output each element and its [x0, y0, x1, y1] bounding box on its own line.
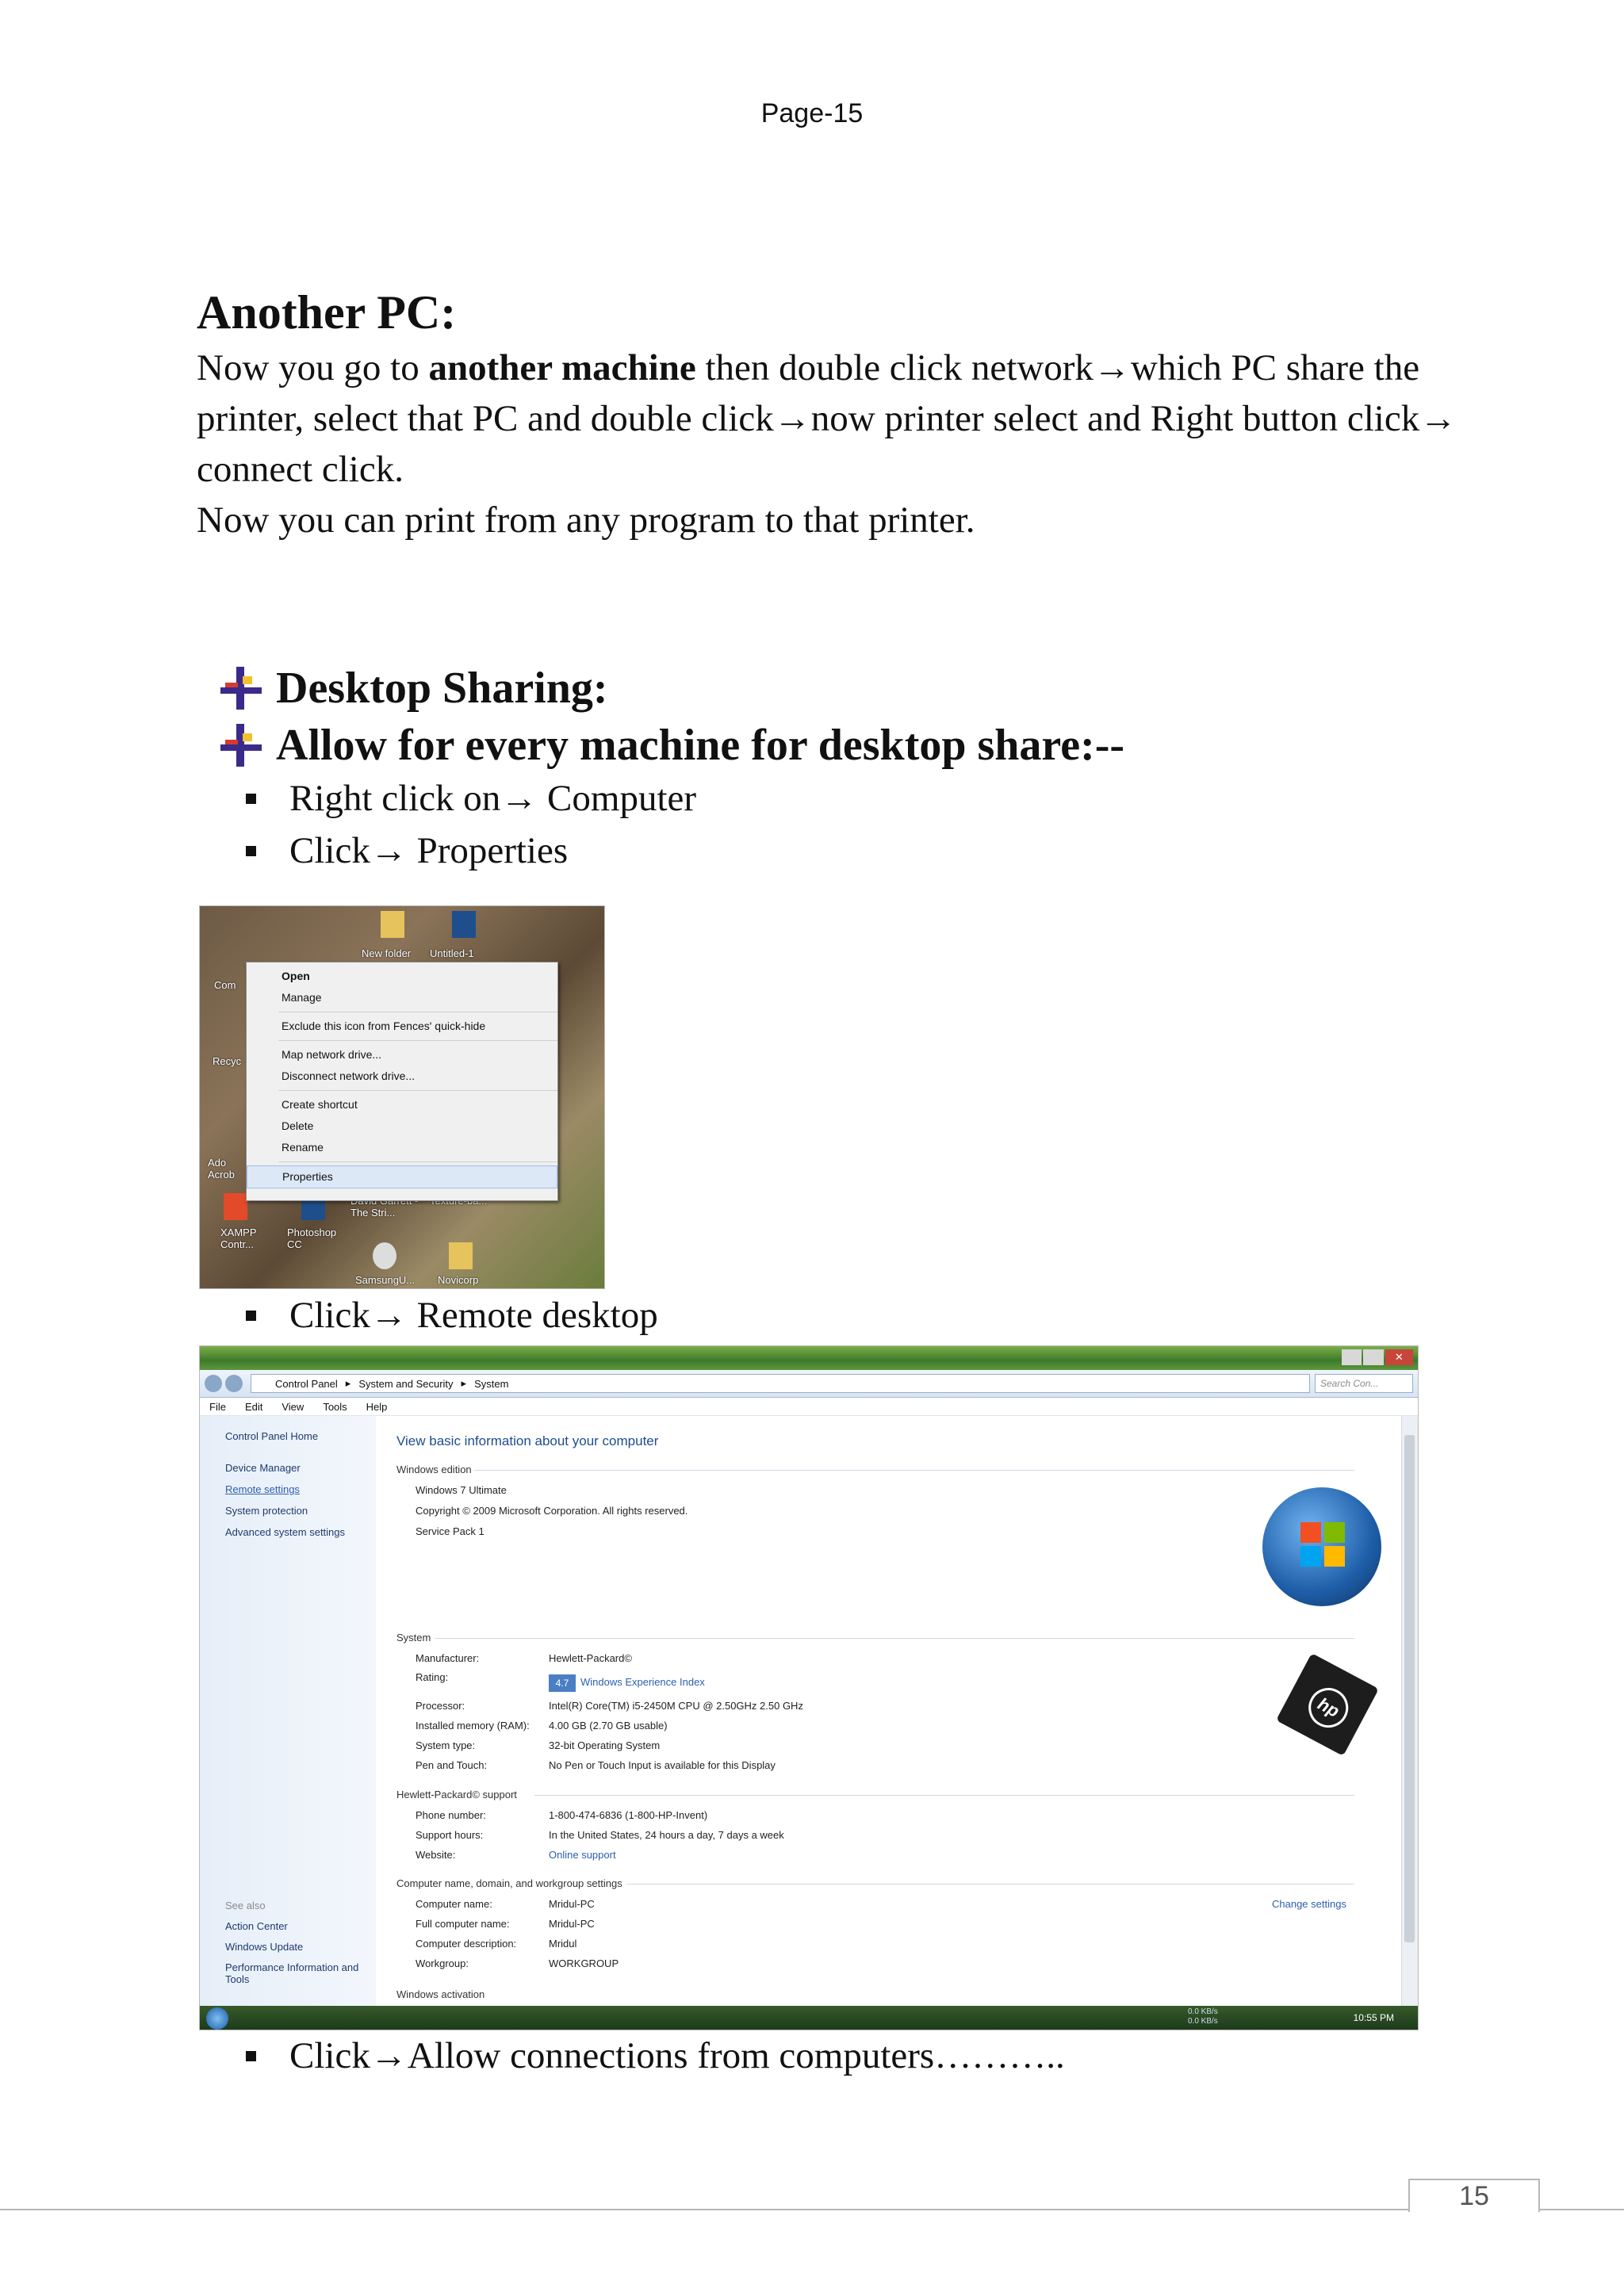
breadcrumb-item[interactable]: Control Panel: [275, 1377, 338, 1390]
footer-rule: [0, 2209, 1624, 2210]
sys-label: Rating:: [416, 1671, 449, 1683]
network-meter: [1188, 2007, 1243, 2028]
menu-item-create-shortcut[interactable]: Create shortcut: [282, 1098, 358, 1111]
menu-tools[interactable]: Tools: [323, 1400, 347, 1413]
desktop-label: Com: [214, 979, 236, 991]
support-label: Support hours:: [416, 1829, 484, 1841]
comp-label: Computer description:: [416, 1938, 517, 1950]
menu-item-open[interactable]: Open: [282, 970, 310, 982]
remote-settings-link[interactable]: Remote settings: [225, 1483, 300, 1495]
comp-label: Full computer name:: [416, 1918, 510, 1930]
edition-copyright: Copyright © 2009 Microsoft Corporation. All rights reserved.: [416, 1505, 688, 1517]
menu-item-exclude[interactable]: Exclude this icon from Fences' quick-hide: [282, 1020, 486, 1032]
para-text-c: then double click network→which PC share the printer, select that PC and double click→now printer select and Right button click→ connect click.: [197, 347, 1457, 490]
bullet-text: Click→Allow connections from computers………..: [289, 2035, 1065, 2076]
address-bar: [200, 1370, 1418, 1398]
bullet-text: Right click on→ Computer: [289, 778, 697, 819]
paragraph-another-pc: [197, 342, 1513, 495]
edition-name: Windows 7 Ultimate: [416, 1484, 507, 1496]
folder-icon: [449, 1242, 473, 1269]
back-icon[interactable]: [205, 1375, 222, 1392]
page-title: View basic information about your computer: [396, 1433, 659, 1448]
heading-text: Desktop Sharing:: [276, 664, 608, 713]
start-button-icon[interactable]: [206, 2007, 228, 2030]
paragraph-print: Now you can print from any program to that printer.: [197, 499, 975, 541]
support-title: Hewlett-Packard© support: [396, 1789, 517, 1800]
menu-item-properties[interactable]: Properties: [247, 1165, 557, 1188]
experience-index-link[interactable]: Windows Experience Index: [580, 1676, 705, 1688]
sys-value: 4.00 GB (2.70 GB usable): [549, 1720, 668, 1732]
para-text-bold: another machine: [428, 347, 696, 388]
windows-edition-title: Windows edition: [396, 1464, 472, 1475]
menu-item-manage[interactable]: Manage: [282, 991, 322, 1004]
system-protection-link[interactable]: System protection: [225, 1505, 308, 1517]
bullet-item: [246, 777, 696, 820]
desktop-label: The Stri...: [350, 1207, 396, 1219]
support-value: 1-800-474-6836 (1-800-HP-Invent): [549, 1809, 708, 1821]
minimize-button[interactable]: [1342, 1349, 1362, 1365]
menu-item-rename[interactable]: Rename: [282, 1141, 324, 1154]
bullet-text: Click→ Properties: [289, 830, 569, 871]
sys-value: Hewlett-Packard©: [549, 1652, 632, 1664]
see-also-label: See also: [225, 1900, 266, 1911]
page-number: 15: [1408, 2179, 1540, 2212]
menu-file[interactable]: File: [209, 1400, 226, 1413]
taskbar: [200, 2006, 1418, 2030]
desktop-label: Photoshop CC: [287, 1226, 337, 1250]
content-pane: [376, 1416, 1399, 2006]
desktop-label: Ado Acrob: [208, 1157, 235, 1181]
breadcrumb[interactable]: Control Panel ▸ System and Security ▸ System: [251, 1374, 1310, 1393]
screenshot-system-window: [200, 1346, 1418, 2030]
vertical-scrollbar[interactable]: [1401, 1416, 1418, 2006]
change-settings-link[interactable]: Change settings: [1272, 1898, 1346, 1910]
online-support-link[interactable]: Online support: [549, 1849, 616, 1861]
bullet-item: [246, 1294, 658, 1337]
screenshot-context-menu: [200, 906, 604, 1288]
net-up: 0.0 KB/s: [1188, 2007, 1218, 2016]
sys-value: Intel(R) Core(TM) i5-2450M CPU @ 2.50GHz 2.50 GHz: [549, 1700, 803, 1712]
section-title-another-pc: Another PC:: [197, 286, 457, 339]
xampp-icon: [224, 1193, 247, 1220]
advanced-settings-link[interactable]: Advanced system settings: [225, 1526, 346, 1538]
sys-label: System type:: [416, 1739, 476, 1751]
windows-update-link[interactable]: Windows Update: [225, 1941, 304, 1953]
bullet-item: [246, 829, 568, 872]
heading-allow-desktop-share: [219, 720, 1124, 771]
menu-edit[interactable]: Edit: [244, 1400, 263, 1413]
desktop-label: SamsungU...: [355, 1274, 416, 1286]
comp-label: Computer name:: [416, 1898, 492, 1910]
menu-item-map-drive[interactable]: Map network drive...: [282, 1048, 382, 1061]
bullet-text: Click→ Remote desktop: [289, 1295, 658, 1336]
heading-desktop-sharing: [219, 663, 608, 714]
left-pane: [200, 1416, 376, 2006]
windows-logo-icon: [1262, 1487, 1381, 1606]
folder-icon: [381, 911, 404, 938]
comp-value: Mridul-PC: [549, 1918, 595, 1930]
control-panel-home-link[interactable]: Control Panel Home: [225, 1430, 319, 1442]
window-titlebar: [200, 1346, 1418, 1370]
device-manager-link[interactable]: Device Manager: [225, 1462, 301, 1474]
desktop-label: Untitled-1: [430, 947, 474, 959]
sys-label: Installed memory (RAM):: [416, 1720, 530, 1732]
close-button[interactable]: ✕: [1385, 1349, 1413, 1365]
cross-bullet-icon: [219, 665, 265, 711]
comp-value: Mridul: [549, 1938, 577, 1950]
breadcrumb-item[interactable]: System and Security: [358, 1377, 454, 1390]
taskbar-clock: 10:55 PM: [1353, 2012, 1394, 2023]
sys-value: No Pen or Touch Input is available for this Display: [549, 1759, 776, 1771]
desktop-label: New folder: [362, 947, 412, 959]
bullet-item: [246, 2034, 1065, 2077]
comp-label: Workgroup:: [416, 1957, 469, 1969]
net-down: 0.0 KB/s: [1188, 2017, 1218, 2026]
comp-value: Mridul-PC: [549, 1898, 595, 1910]
breadcrumb-item[interactable]: System: [474, 1377, 509, 1390]
computer-name-title: Computer name, domain, and workgroup settings: [396, 1877, 622, 1889]
sys-value: 32-bit Operating System: [549, 1739, 661, 1751]
para-text-a: Now you go to: [197, 347, 429, 388]
heading-text: Allow for every machine for desktop share:--: [276, 721, 1125, 770]
sys-label: Manufacturer:: [416, 1652, 480, 1664]
page-header: Page-15: [760, 98, 864, 128]
scroll-thumb[interactable]: [1404, 1435, 1415, 1942]
action-center-link[interactable]: Action Center: [225, 1920, 288, 1932]
photoshop-file-icon: [452, 911, 476, 938]
menu-view[interactable]: View: [282, 1400, 304, 1413]
comp-value: WORKGROUP: [549, 1957, 619, 1969]
support-label: Phone number:: [416, 1809, 486, 1821]
context-menu: [246, 962, 558, 1201]
rating-badge: 4.7: [549, 1674, 576, 1692]
menu-item-disconnect-drive[interactable]: Disconnect network drive...: [282, 1070, 416, 1082]
sys-label: Processor:: [416, 1700, 465, 1712]
maximize-button[interactable]: [1363, 1349, 1383, 1365]
forward-icon[interactable]: [225, 1375, 243, 1392]
menu-item-delete[interactable]: Delete: [282, 1119, 314, 1132]
menu-bar: [200, 1398, 1418, 1416]
support-label: Website:: [416, 1849, 456, 1861]
desktop-label: Novicorp: [438, 1274, 479, 1286]
edition-service-pack: Service Pack 1: [416, 1525, 485, 1537]
desktop-label: Recyc: [213, 1055, 242, 1067]
cross-bullet-icon: [219, 722, 265, 768]
performance-info-link[interactable]: Performance Information and Tools: [225, 1961, 359, 1985]
disc-icon: [373, 1242, 396, 1269]
search-input[interactable]: Search Con...: [1315, 1374, 1413, 1393]
support-value: In the United States, 24 hours a day, 7 days a week: [549, 1829, 784, 1841]
activation-title: Windows activation: [396, 1988, 485, 2000]
menu-help[interactable]: Help: [366, 1400, 388, 1413]
system-title: System: [396, 1632, 431, 1644]
desktop-label: XAMPP Contr...: [220, 1226, 257, 1250]
sys-label: Pen and Touch:: [416, 1759, 488, 1771]
hp-chip-logo-icon: hp: [1276, 1653, 1379, 1756]
